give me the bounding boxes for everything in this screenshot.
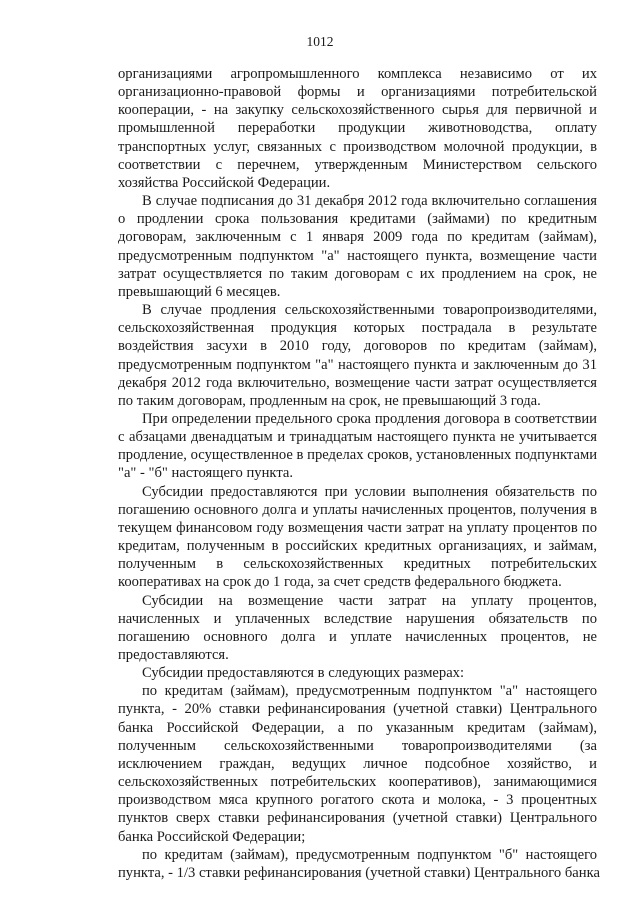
text-line: начисленных и уплаченных вследствие нарушения обязательств по (118, 610, 597, 627)
text-line: кредитам, полученным в российских кредитных организациях, и займам, (118, 538, 597, 555)
text-line: превышающий 6 месяцев. (118, 283, 281, 300)
text-line: погашению основного долга и уплате начисленных процентов, не (118, 628, 597, 645)
paragraph (118, 483, 597, 592)
text-line: с абзацами двенадцатым и тринадцатым настоящего пункта не учитывается (118, 429, 597, 446)
text-line: сельскохозяйственная продукция которых пострадала в результате (118, 320, 597, 337)
text-line: В случае продления сельскохозяйственными товаропроизводителями, (142, 302, 597, 319)
text-line: предусмотренным подпунктом "а" настоящего пункта, возмещение части (118, 247, 597, 264)
text-line: предоставляются. (118, 647, 229, 663)
text-line: полученным сельскохозяйственными товаропроизводителями (за (118, 737, 597, 754)
paragraph (118, 592, 597, 665)
text-line: по таким договорам, продленным на срок, не превышающий 3 года. (118, 392, 541, 409)
text-line: исключением граждан, ведущих личное подсобное хозяйство, и (118, 755, 597, 772)
paragraph (118, 846, 600, 882)
text-line: затрат осуществляется по таким договорам с их продлением на срок, не (118, 265, 597, 282)
document-body (118, 65, 600, 882)
text-line: сельскохозяйственных потребительских кооперативов), занимающимися (118, 774, 597, 791)
text-line: организациями агропромышленного комплекса независимо от их (118, 66, 597, 82)
paragraph (118, 682, 597, 845)
text-line: пункта, - 20% ставки рефинансирования (учетной ставки) Центрального (118, 701, 597, 718)
text-line: При определении предельного срока продления договора в соответствии (142, 410, 597, 427)
paragraph (118, 192, 597, 301)
text-line: хозяйства Российской Федерации. (118, 174, 331, 191)
text-line: банка Российской Федерации; (118, 828, 306, 845)
text-line: Субсидии предоставляются в следующих размерах: (142, 665, 465, 682)
text-line: соответствии с перечнем, утвержденным Министерством сельского (118, 156, 597, 173)
text-line: Субсидии на возмещение части затрат на уплату процентов, (142, 592, 597, 609)
text-line: "а" - "б" настоящего пункта. (118, 465, 293, 482)
text-line: погашению основного долга и уплаты начисленных процентов, получения в (118, 501, 597, 518)
text-line: пункта, - 1/3 ставки рефинансирования (учетной ставки) Центрального банка (118, 864, 600, 881)
paragraph (118, 664, 597, 682)
text-line: банка Российской Федерации, а по указанным кредитам (займам), (118, 719, 597, 736)
text-line: транспортных услуг, связанных с производством молочной продукции, в (118, 138, 597, 155)
text-line: организационно-правовой формы и организациями потребительской (118, 84, 597, 101)
text-line: полученным в сельскохозяйственных кредитных потребительских (118, 556, 597, 573)
paragraph (118, 410, 597, 483)
paragraph (118, 301, 597, 410)
text-line: предусмотренным подпунктом "а" настоящего пункта и заключенным до 31 (118, 356, 597, 373)
text-line: Субсидии предоставляются при условии выполнения обязательств по (142, 483, 597, 500)
text-line: воздействия засухи в 2010 году, договоров по кредитам (займам), (118, 338, 597, 355)
text-line: декабря 2012 года включительно, возмещение части затрат осуществляется (118, 374, 597, 391)
page-number: 1012 (306, 34, 334, 49)
text-line: продление, осуществленное в пределах сроков, установленных подпунктами (118, 447, 597, 464)
text-line: кооперативах на срок до 1 года, за счет средств федерального бюджета. (118, 574, 562, 591)
text-line: промышленной переработки продукции животноводства, оплату (118, 120, 597, 137)
text-line: текущем финансовом году возмещения части затрат на уплату процентов по (118, 519, 597, 536)
text-line: по кредитам (займам), предусмотренным подпунктом "а" настоящего (142, 683, 597, 700)
text-line: по кредитам (займам), предусмотренным подпунктом "б" настоящего (142, 846, 597, 863)
text-line: В случае подписания до 31 декабря 2012 года включительно соглашения (142, 193, 597, 210)
text-line: производством мяса крупного рогатого скота и молока, - 3 процентных (118, 792, 597, 809)
paragraph (118, 65, 597, 192)
text-line: кооперации, - на закупку сельскохозяйственного сырья для первичной и (118, 102, 597, 119)
text-line: о продлении срока пользования кредитами (займами) по кредитным (118, 211, 597, 228)
text-line: пунктов сверх ставки рефинансирования (учетной ставки) Центрального (118, 810, 597, 827)
text-line: договорам, заключенным с 1 января 2009 года по кредитам (займам), (118, 229, 597, 246)
